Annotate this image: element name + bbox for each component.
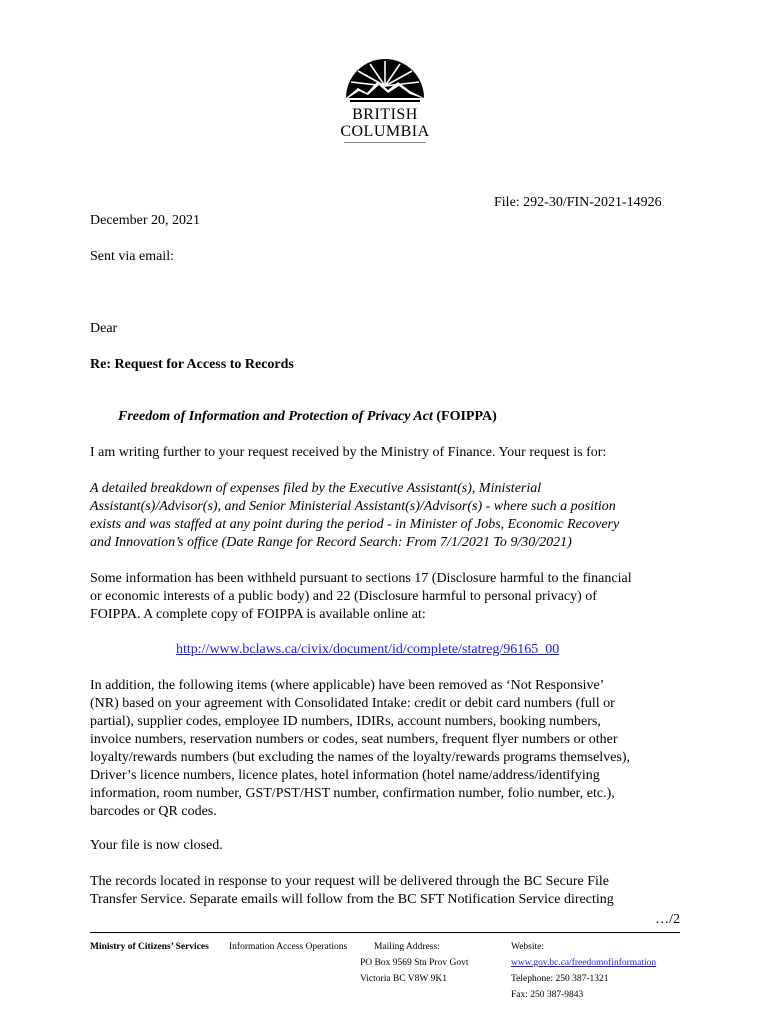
sun-mountain-icon	[330, 46, 440, 104]
footer-contact	[511, 939, 656, 1003]
page-continuation: …/2	[655, 912, 680, 927]
letter-date: December 20, 2021	[90, 213, 201, 228]
request-line: Assistant(s)/Advisor(s), and Senior Ministerial Assistant(s)/Advisor(s) - where such a position	[90, 499, 616, 514]
salutation: Dear	[90, 321, 118, 336]
records-paragraph	[90, 873, 614, 909]
withheld-paragraph	[90, 570, 632, 624]
nr-line: barcodes or QR codes.	[90, 804, 217, 819]
mailing-label: Mailing Address:	[374, 942, 440, 952]
website-link[interactable]: www.gov.bc.ca/freedomofinformation	[511, 958, 657, 968]
act-abbr: (FOIPPA)	[432, 409, 497, 424]
withheld-line: FOIPPA. A complete copy of FOIPPA is available online at:	[90, 607, 426, 622]
footer-ministry: Ministry of Citizens’ Services	[90, 942, 209, 952]
intro-paragraph: I am writing further to your request received by the Ministry of Finance. Your request is for:	[90, 445, 607, 460]
website-label: Website:	[511, 942, 545, 952]
request-line: A detailed breakdown of expenses filed by the Executive Assistant(s), Ministerial	[90, 481, 542, 496]
request-text	[90, 480, 619, 552]
nr-line: partial), supplier codes, employee ID numbers, IDIRs, account numbers, booking numbers,	[90, 714, 601, 729]
nr-line: loyalty/rewards numbers (but excluding the names of the loyalty/rewards programs themselves),	[90, 750, 631, 765]
act-title: Freedom of Information and Protection of Privacy Act	[118, 409, 433, 424]
footer-branch: Information Access Operations	[229, 942, 348, 952]
subject-line: Re: Request for Access to Records	[90, 357, 294, 372]
nr-line: Driver’s licence numbers, licence plates, hotel information (hotel name/address/identifying	[90, 768, 600, 783]
footer-mailing	[360, 939, 468, 987]
records-line: The records located in response to your request will be delivered through the BC Secure File	[90, 874, 610, 889]
nr-line: invoice numbers, reservation numbers or codes, seat numbers, frequent flyer numbers or other	[90, 732, 618, 747]
sent-via: Sent via email:	[90, 249, 174, 264]
foippa-link[interactable]: http://www.bclaws.ca/civix/document/id/complete/statreg/96165_00	[176, 642, 560, 657]
file-closed: Your file is now closed.	[90, 838, 223, 853]
logo-line-1: BRITISH	[352, 106, 418, 123]
request-line: and Innovation’s office (Date Range for Record Search: From 7/1/2021 To 9/30/2021)	[90, 535, 572, 550]
nr-line: (NR) based on your agreement with Consolidated Intake: credit or debit card numbers (full or	[90, 696, 615, 711]
footer-divider	[90, 932, 680, 933]
mailing-line: Victoria BC V8W 9K1	[360, 974, 447, 984]
nr-line: In addition, the following items (where applicable) have been removed as ‘Not Responsive’	[90, 678, 605, 693]
withheld-line: Some information has been withheld pursuant to sections 17 (Disclosure harmful to the financial	[90, 571, 632, 586]
records-line: Transfer Service. Separate emails will follow from the BC SFT Notification Service directing	[90, 892, 614, 907]
nr-line: information, room number, GST/PST/HST number, confirmation number, folio number, etc.),	[90, 786, 615, 801]
logo-line-2: COLUMBIA	[340, 123, 430, 140]
request-line: exists and was staffed at any point during the period - in Minister of Jobs, Economic Recovery	[90, 517, 620, 532]
withheld-line: or economic interests of a public body) and 22 (Disclosure harmful to personal privacy) of	[90, 589, 597, 604]
file-reference: File: 292-30/FIN-2021-14926	[494, 195, 662, 210]
act-reference	[118, 408, 497, 426]
mailing-line: PO Box 9569 Stn Prov Govt	[360, 958, 469, 968]
not-responsive-paragraph	[90, 677, 630, 821]
telephone: Telephone: 250 387-1321	[511, 974, 609, 984]
bc-logo	[330, 46, 440, 146]
fax: Fax: 250 387-9843	[511, 990, 584, 1000]
logo-divider	[344, 142, 426, 143]
